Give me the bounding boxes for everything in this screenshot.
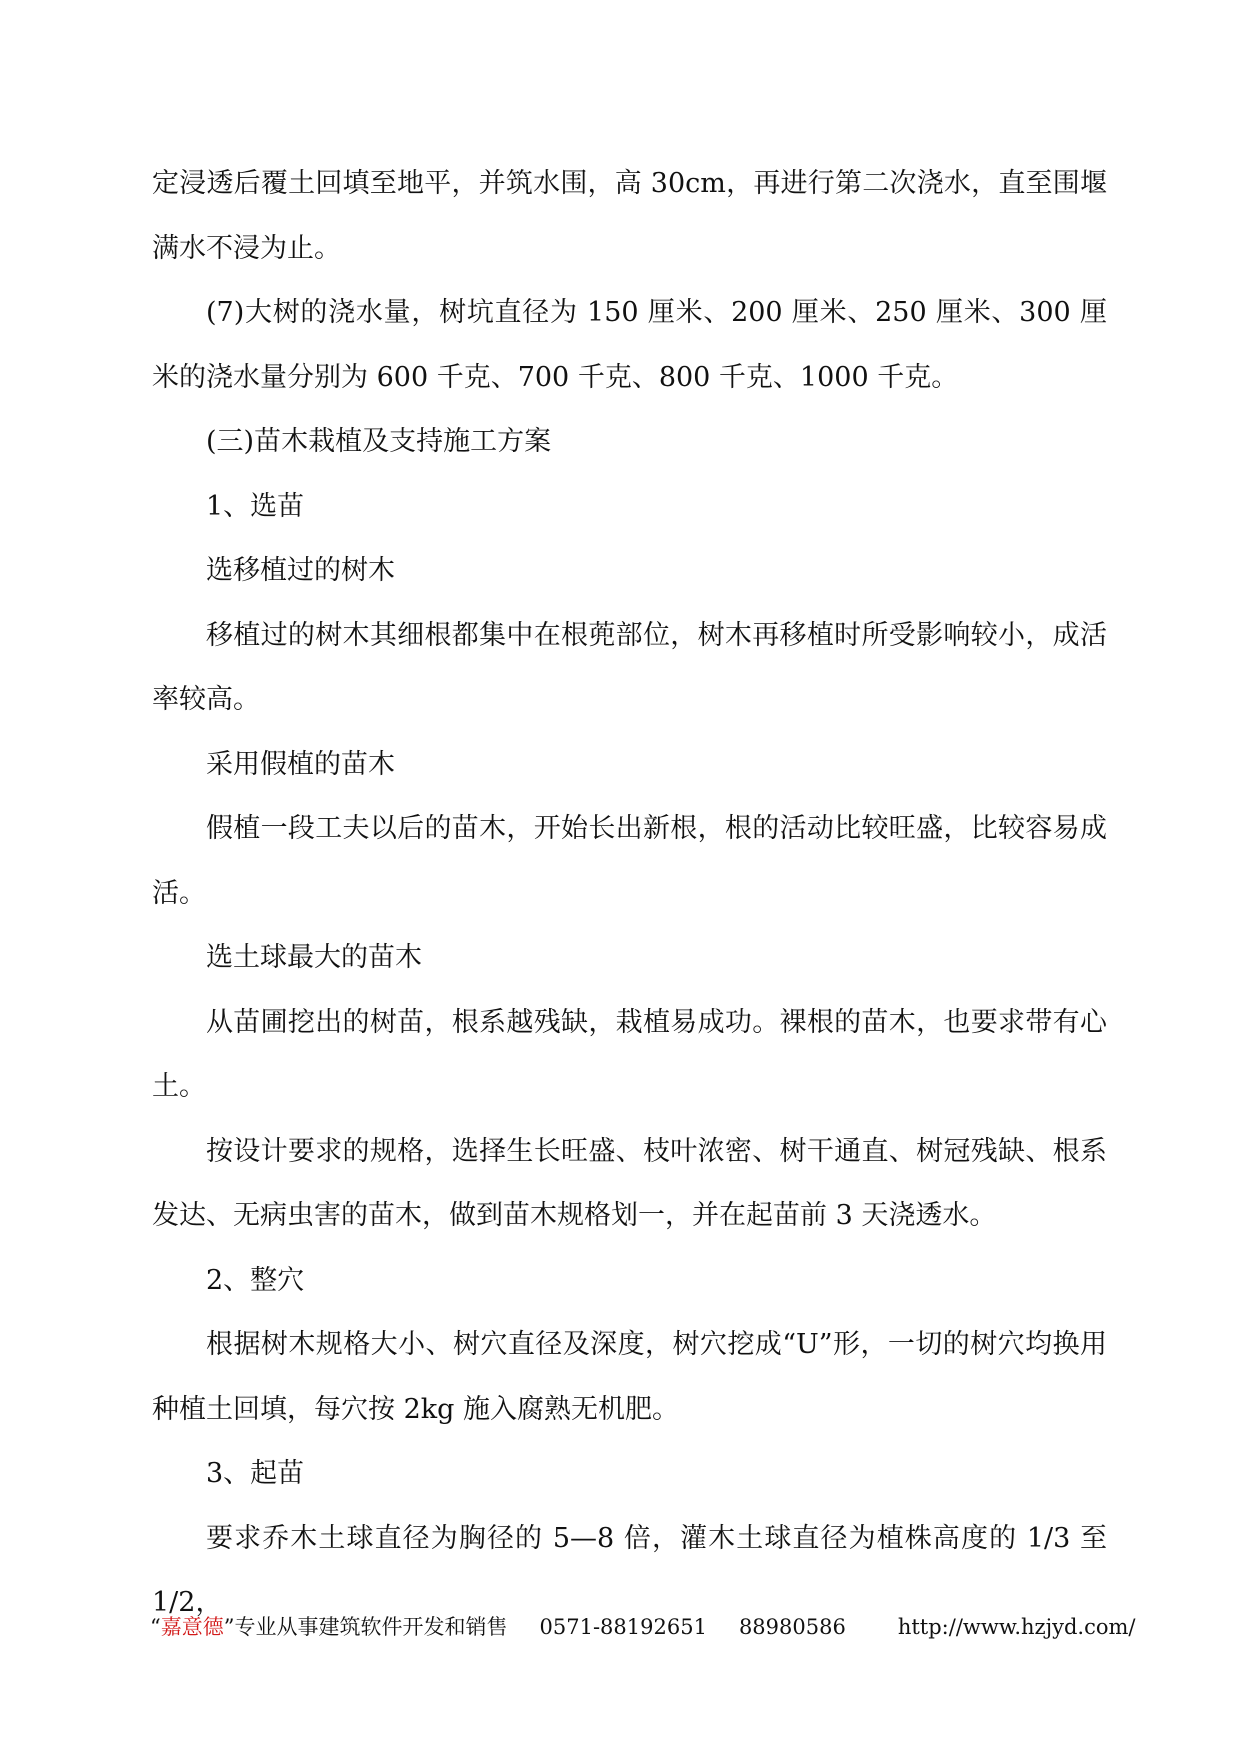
- footer-slogan: 专业从事建筑软件开发和销售: [234, 1615, 508, 1639]
- footer-quote-close: ”: [223, 1615, 235, 1639]
- subheading-lifting: 3、起苗: [206, 1458, 305, 1489]
- footer-quote-open: “: [150, 1615, 161, 1639]
- footer-brand-name: 嘉意德: [160, 1615, 224, 1639]
- paragraph-pit-preparation: 根据树木规格大小、树穴直径及深度，树穴挖成“U”形，一切的树穴均换用种植土回填，每穴按 2kg 施入腐熟无机肥。: [152, 1329, 1107, 1425]
- item-heading-largest-root-ball: 选土球最大的苗木: [206, 942, 422, 973]
- footer-website-link[interactable]: http://www.hzjyd.com/: [897, 1615, 1136, 1639]
- paragraph-watering-amount: (7)大树的浇水量，树坑直径为 150 厘米、200 厘米、250 厘米、300 厘米的浇水量分别为 600 千克、700 千克、800 千克、1000 千克。: [152, 297, 1107, 393]
- section-heading-planting: (三)苗木栽植及支持施工方案: [206, 426, 552, 457]
- paragraph-transplanted: 移植过的树木其细根都集中在根蔸部位，树木再移植时所受影响较小，成活率较高。: [152, 619, 1107, 715]
- subheading-select-seedlings: 1、选苗: [206, 490, 305, 522]
- paragraph-root-ball: 从苗圃挖出的树苗，根系越残缺，栽植易成功。裸根的苗木，也要求带有心土。: [152, 1006, 1107, 1102]
- footer-phone-secondary: 88980586: [738, 1615, 846, 1639]
- document-body: [152, 152, 1107, 1636]
- paragraph-specifications: 按设计要求的规格，选择生长旺盛、枝叶浓密、树干通直、树冠残缺、根系发达、无病虫害的苗木，做到苗木规格划一，并在起苗前 3 天浇透水。: [152, 1135, 1107, 1231]
- paragraph-continuation: 定浸透后覆土回填至地平，并筑水围，高 30cm，再进行第二次浇水，直至围堰满水不浸为止。: [152, 168, 1107, 264]
- paragraph-heeled-in: 假植一段工夫以后的苗木，开始长出新根，根的活动比较旺盛，比较容易成活。: [152, 813, 1107, 909]
- subheading-pit-preparation: 2、整穴: [206, 1264, 305, 1296]
- paragraph-lifting: 要求乔木土球直径为胸径的 5—8 倍，灌木土球直径为植株高度的 1/3 至 1/2，: [152, 1522, 1107, 1618]
- page-footer: [150, 1612, 1136, 1642]
- footer-phone-primary: 0571-88192651: [539, 1615, 707, 1639]
- item-heading-heeled-in: 采用假植的苗木: [206, 748, 395, 780]
- item-heading-transplanted: 选移植过的树木: [206, 555, 395, 586]
